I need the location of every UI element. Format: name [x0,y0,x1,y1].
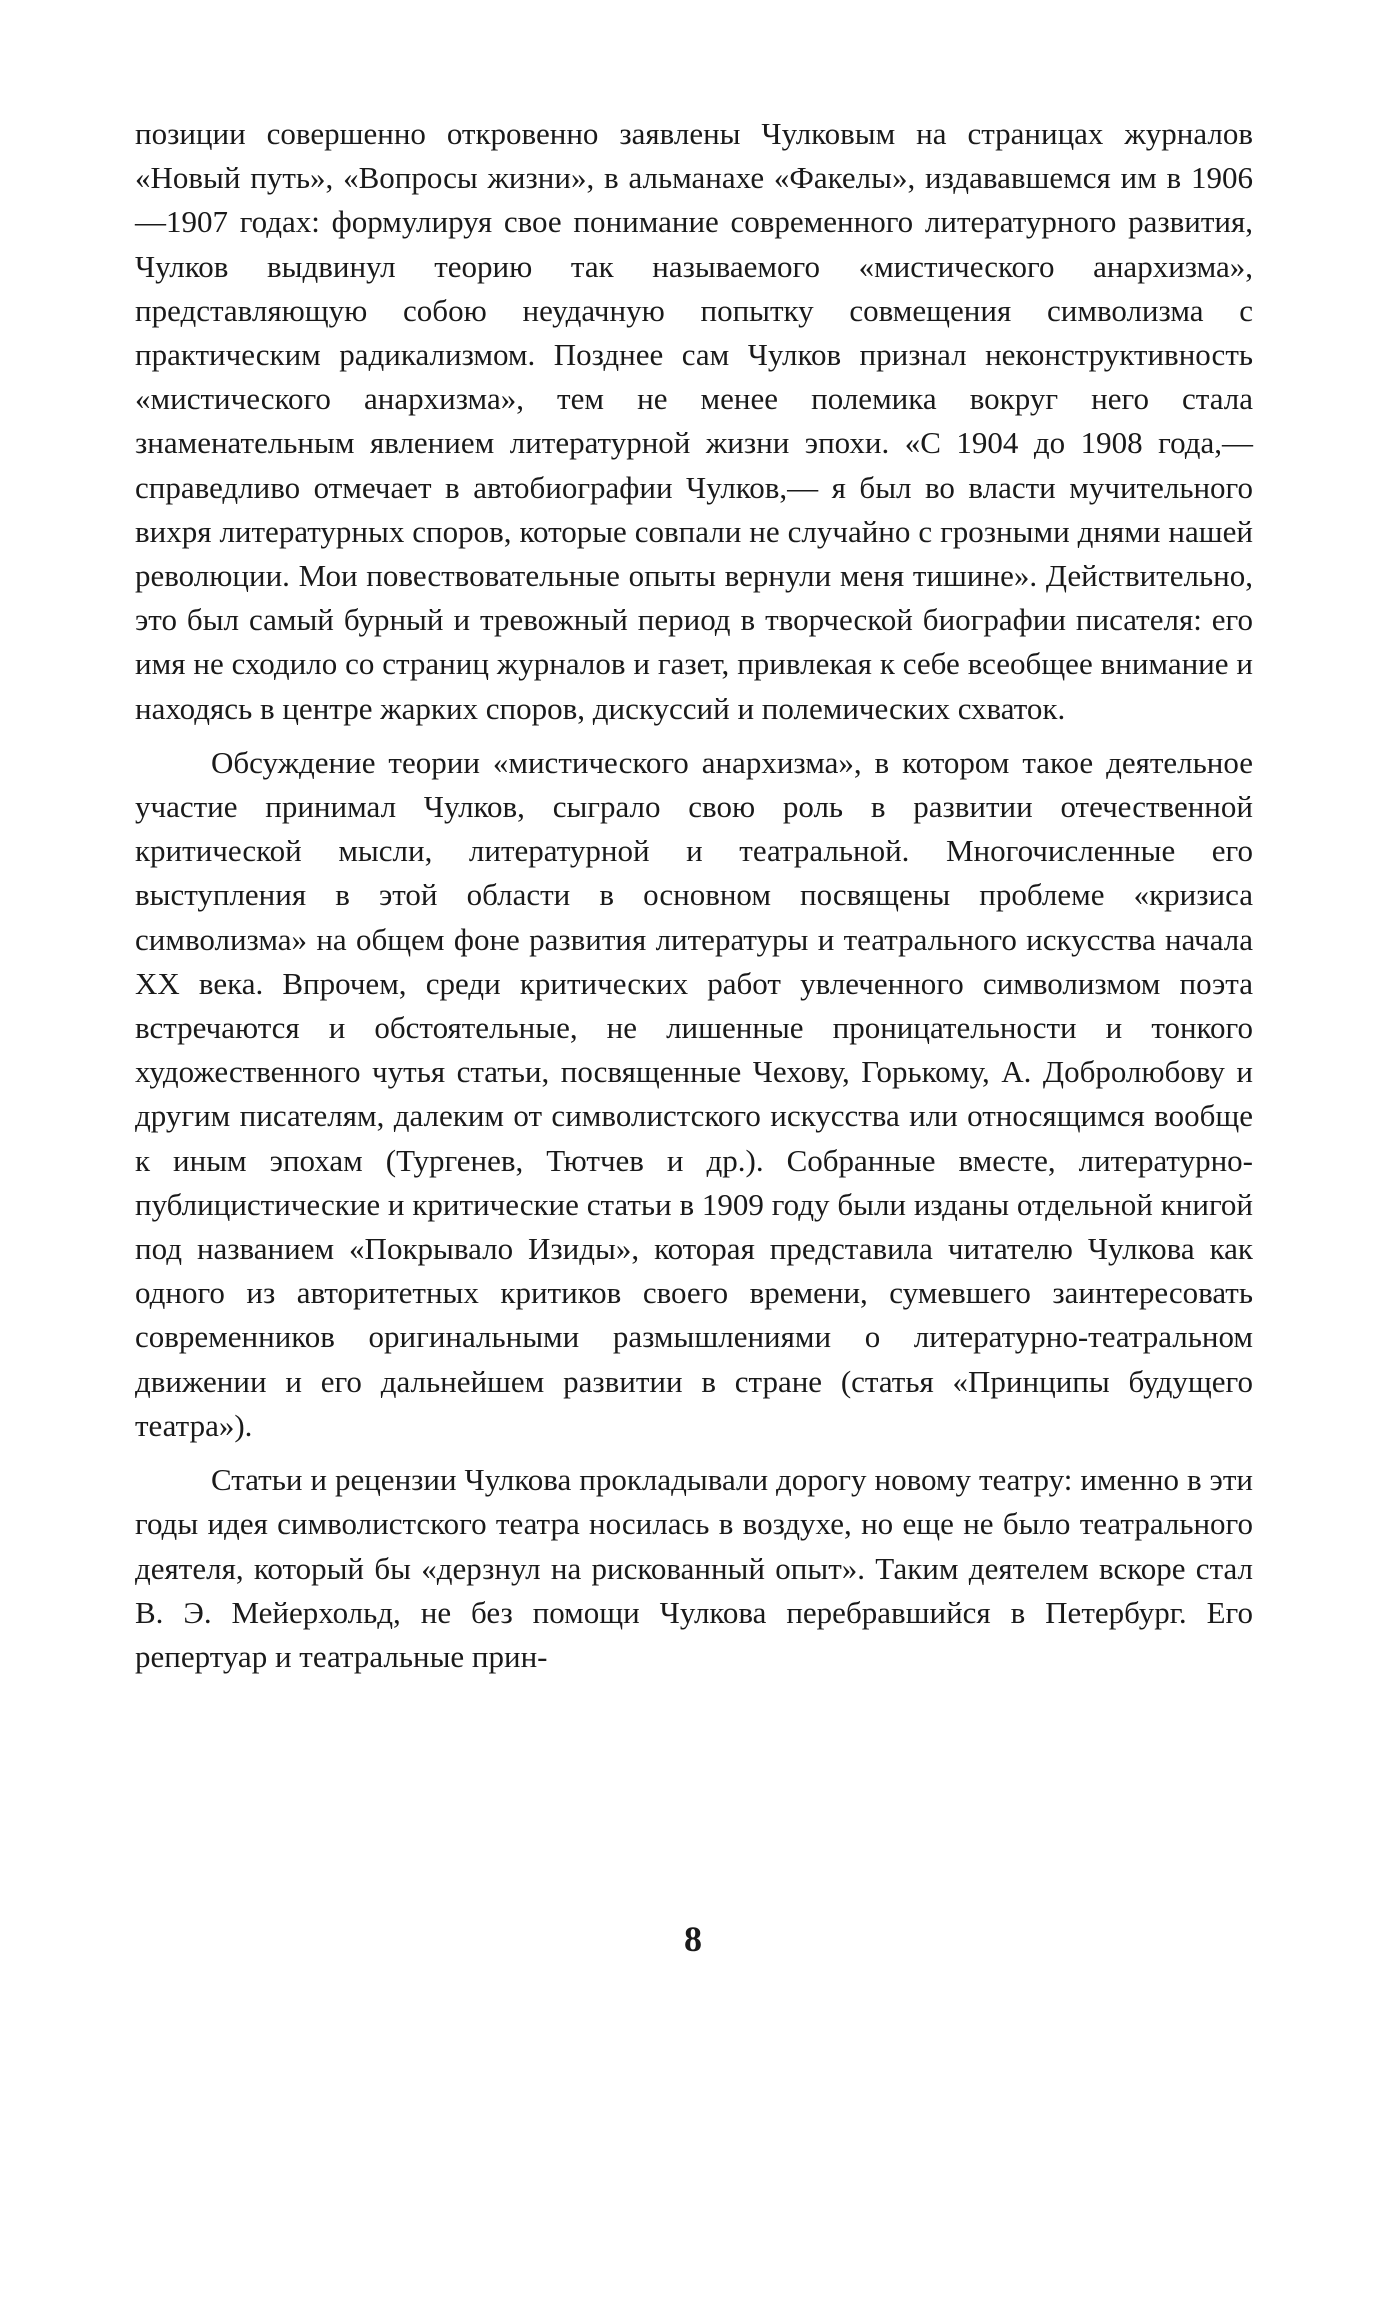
page-number: 8 [684,1919,702,1959]
paragraph-1: позиции совершенно откровенно заявлены Чулковым на страницах журналов «Новый путь», «Вопросы жизни», в альманахе «Факелы», издававшемся им в 1906—1907 годах: формулируя свое понимание современного литературного развития, Чулков выдвинул теорию так называемого «мистического анархизма», представляющую собою неудачную попытку совмещения символизма с практическим радикализмом. Позднее сам Чулков признал неконструктивность «мистического анархизма», тем не менее полемика вокруг него стала знаменательным явлением литературной жизни эпохи. «С 1904 до 1908 года,— справедливо отмечает в автобиографии Чулков,— я был во власти мучительного вихря литературных споров, которые совпали не случайно с грозными днями нашей революции. Мои повествовательные опыты вернули меня тишине». Действительно, это был самый бурный и тревожный период в творческой биографии писателя: его имя не сходило со страниц журналов и газет, привлекая к себе всеобщее внимание и находясь в центре жарких споров, дискуссий и полемических схваток. [135,116,1253,726]
paragraph-2: Обсуждение теории «мистического анархизма», в котором такое деятельное участие принимал Чулков, сыграло свою роль в развитии отечественной критической мысли, литературной и театральной. Многочисленные его выступления в этой области в основном посвящены проблеме «кризиса символизма» на общем фоне развития литературы и театрального искусства начала XX века. Впрочем, среди критических работ увлеченного символизмом поэта встречаются и обстоятельные, не лишенные проницательности и тонкого художественного чутья статьи, посвященные Чехову, Горькому, А. Добролюбову и другим писателям, далеким от символистского искусства или относящимся вообще к иным эпохам (Тургенев, Тютчев и др.). Собранные вместе, литературно-публицистические и критические статьи в 1909 году были изданы отдельной книгой под названием «Покрывало Изиды», которая представила читателю Чулкова как одного из авторитетных критиков своего времени, сумевшего заинтересовать современников оригинальными размышлениями о литературно-театральном движении и его дальнейшем развитии в стране (статья «Принципы будущего театра»). [135,744,1253,1443]
paragraph-3: Статьи и рецензии Чулкова прокладывали дорогу новому театру: именно в эти годы идея символистского театра носилась в воздухе, но еще не было театрального деятеля, который бы «дерзнул на рискованный опыт». Таким деятелем вскоре стал В. Э. Мейерхольд, не без помощи Чулкова перебравшийся в Петербург. Его репертуар и театральные прин- [135,1462,1253,1674]
body-text [135,112,1253,1679]
